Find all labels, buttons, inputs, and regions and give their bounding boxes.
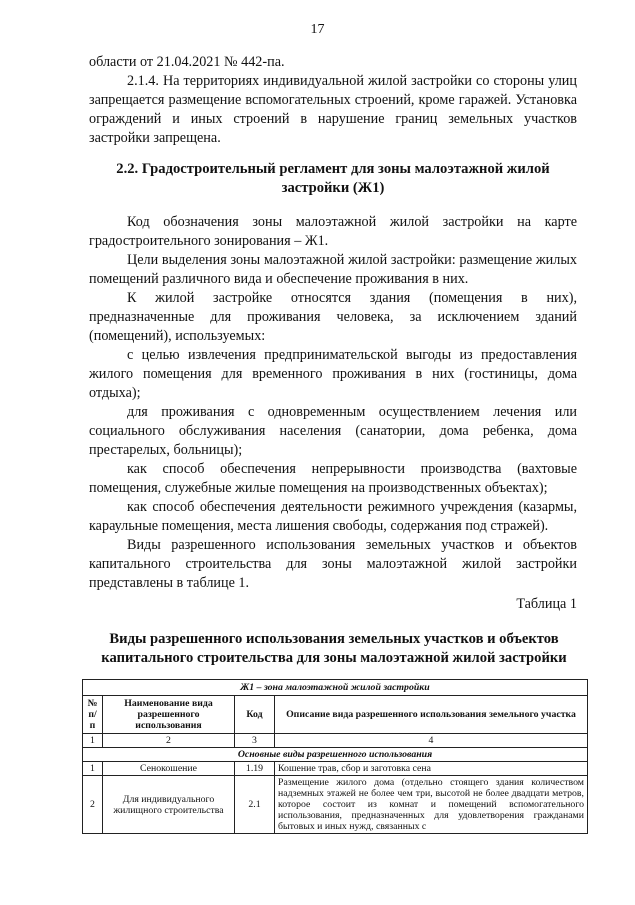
- column-number: 1: [83, 734, 103, 748]
- text-block-2: [89, 213, 577, 593]
- paragraph: как способ обеспечения непрерывности производства (вахтовые помещения, служебные жилые помещения на производственных объектах);: [89, 461, 577, 496]
- paragraph: области от 21.04.2021 № 442-па.: [89, 54, 285, 70]
- page-number: 17: [310, 22, 325, 37]
- table-label: Таблица 1: [516, 596, 577, 612]
- row-name: Сенокошение: [103, 762, 235, 776]
- paragraph: 2.1.4. На территориях индивидуальной жилой застройки со стороны улиц запрещается размещение вспомогательных строений, кроме гаражей. Установка ограждений и иных строений в нарушение границ земельных участков застройки запрещена.: [89, 73, 577, 146]
- row-number: 2: [83, 776, 103, 834]
- row-number: 1: [83, 762, 103, 776]
- column-number: 4: [275, 734, 588, 748]
- row-description: Размещение жилого дома (отдельно стоящего здания количеством надземных этажей не более чем три, высотой не более двадцати метров, которое состоит из комнат и помещений вспомогательного использования, предназначенных для удовлетворения гражданами бытовых и иных нужд, связанных с: [275, 776, 588, 834]
- paragraph: с целью извлечения предпринимательской выгоды из предоставления жилого помещения для временного проживания в них (гостиницы, дома отдыха);: [89, 347, 577, 401]
- paragraph: Цели выделения зоны малоэтажной жилой застройки: размещение жилых помещений различного вида и обеспечение проживания в них.: [89, 252, 577, 287]
- text-block-1: [89, 53, 577, 148]
- land-use-table: [82, 679, 588, 834]
- column-number: 3: [235, 734, 275, 748]
- header-code: Код: [235, 696, 275, 734]
- paragraph: для проживания с одновременным осуществлением лечения или социального обслуживания населения (санатории, дома ребенка, дома престарелых, больницы);: [89, 404, 577, 458]
- table-row: [83, 776, 588, 834]
- header-number: № п/п: [83, 696, 103, 734]
- row-code: 2.1: [235, 776, 275, 834]
- table-row: [83, 762, 588, 776]
- paragraph: Виды разрешенного использования земельных участков и объектов капитального строительства для зоны малоэтажной жилой застройки представлены в таблице 1.: [89, 537, 577, 591]
- paragraph: как способ обеспечения деятельности режимного учреждения (казармы, караульные помещения, места лишения свободы, содержания под стражей).: [89, 499, 577, 534]
- header-name: Наименование вида разрешенного использования: [103, 696, 235, 734]
- zone-title: Ж1 – зона малоэтажной жилой застройки: [83, 680, 588, 696]
- paragraph: К жилой застройке относятся здания (помещения в них), предназначенные для проживания человека, за исключением зданий (помещений), используемых:: [89, 290, 577, 344]
- table-heading: Виды разрешенного использования земельных участков и объектов капитального строительства для зоны малоэтажной жилой застройки: [101, 631, 567, 666]
- table-section-title: Основные виды разрешенного использования: [83, 748, 588, 762]
- section-heading: 2.2. Градостроительный регламент для зоны малоэтажной жилой застройки (Ж1): [116, 161, 550, 196]
- row-name: Для индивидуального жилищного строительства: [103, 776, 235, 834]
- row-code: 1.19: [235, 762, 275, 776]
- header-description: Описание вида разрешенного использования земельного участка: [275, 696, 588, 734]
- row-description: Кошение трав, сбор и заготовка сена: [275, 762, 588, 776]
- paragraph: Код обозначения зоны малоэтажной жилой застройки на карте градостроительного зонирования – Ж1.: [89, 214, 577, 249]
- column-number: 2: [103, 734, 235, 748]
